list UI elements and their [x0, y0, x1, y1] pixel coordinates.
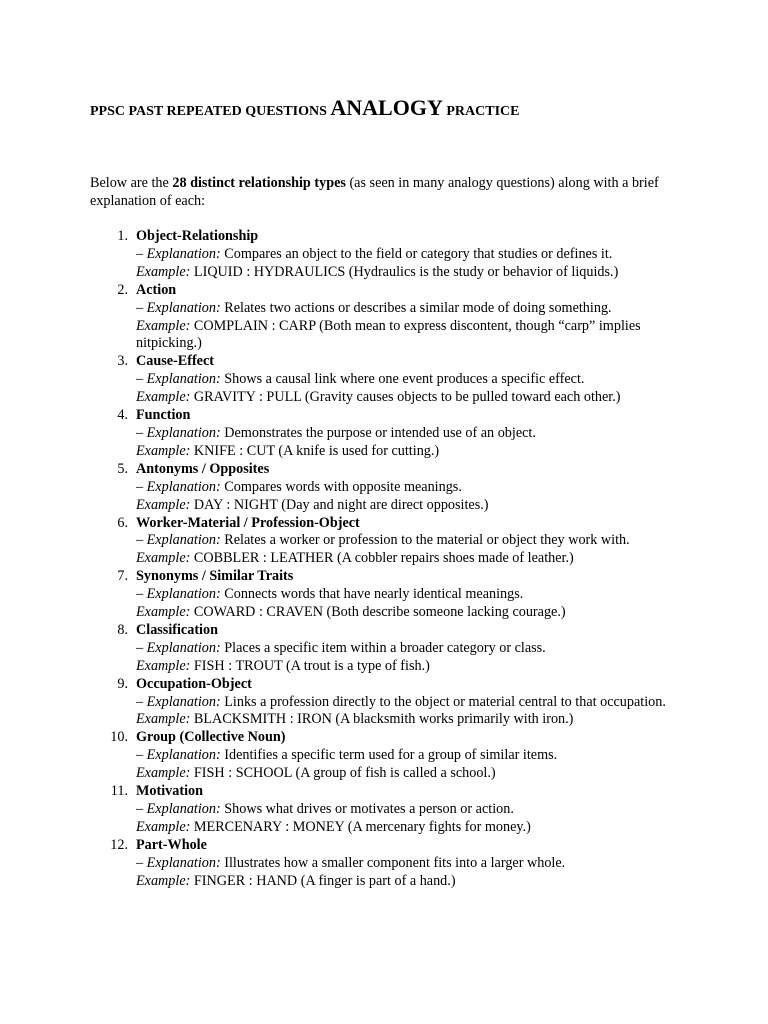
explanation-dash: –: [136, 245, 147, 262]
explanation-label: Explanation:: [146, 245, 221, 262]
example-text: BLACKSMITH : IRON (A blacksmith works primarily with iron.): [193, 711, 574, 728]
explanation-dash: –: [136, 532, 147, 549]
item-number: 5.: [117, 460, 128, 477]
example-label: Example:: [136, 657, 191, 674]
item-example: [136, 711, 682, 729]
example-text: COBBLER : LEATHER (A cobbler repairs shoes made of leather.): [193, 550, 574, 567]
item-explanation: [136, 694, 682, 712]
explanation-label: Explanation:: [146, 371, 221, 388]
item-heading: Group (Collective Noun): [136, 729, 286, 746]
item-heading: Motivation: [136, 783, 203, 800]
intro-before: Below are the: [90, 175, 173, 191]
explanation-text: Compares an object to the field or category that studies or defines it.: [224, 245, 613, 262]
example-label: Example:: [136, 765, 191, 782]
explanation-text: Identifies a specific term used for a group of similar items.: [224, 747, 558, 764]
explanation-text: Relates a worker or profession to the material or object they work with.: [224, 532, 630, 549]
example-label: Example:: [136, 872, 191, 889]
item-number: 6.: [117, 514, 128, 531]
list-item: [90, 515, 682, 569]
explanation-text: Shows what drives or motivates a person or action.: [224, 801, 514, 817]
item-heading: Part-Whole: [136, 836, 207, 853]
item-number: 8.: [117, 621, 128, 638]
title-suffix: PRACTICE: [446, 104, 520, 119]
explanation-dash: –: [136, 747, 147, 764]
explanation-text: Demonstrates the purpose or intended use of an object.: [224, 424, 536, 441]
example-label: Example:: [136, 550, 191, 567]
explanation-label: Explanation:: [146, 801, 221, 817]
title-prefix: PPSC PAST REPEATED QUESTIONS: [90, 104, 327, 119]
example-text: GRAVITY : PULL (Gravity causes objects to be pulled toward each other.): [193, 389, 621, 406]
item-explanation: [136, 586, 682, 604]
list-item: [90, 568, 682, 622]
item-example: [136, 497, 682, 515]
item-example: [136, 604, 682, 622]
list-item: [90, 622, 682, 676]
item-heading: Function: [136, 407, 191, 424]
explanation-dash: –: [136, 424, 147, 441]
item-explanation: [136, 532, 682, 550]
list-item: [90, 676, 682, 730]
explanation-label: Explanation:: [146, 532, 221, 549]
example-text: COMPLAIN : CARP (Both mean to express discontent, though “carp” implies nitpicking.): [136, 317, 641, 352]
item-explanation: [136, 371, 682, 389]
item-number: 9.: [117, 675, 128, 692]
intro-bold: 28 distinct relationship types: [172, 175, 346, 191]
intro-after: (as seen in many analogy questions) along with a brief explanation of each:: [90, 175, 659, 209]
explanation-dash: –: [136, 299, 147, 316]
explanation-dash: –: [136, 371, 147, 388]
explanation-label: Explanation:: [146, 639, 221, 656]
example-label: Example:: [136, 711, 191, 728]
example-text: KNIFE : CUT (A knife is used for cutting.): [193, 442, 440, 459]
item-example: [136, 264, 682, 282]
explanation-dash: –: [136, 801, 147, 817]
item-heading: Action: [136, 281, 177, 298]
list-item: [90, 837, 682, 891]
explanation-dash: –: [136, 854, 147, 871]
item-example: [136, 318, 682, 354]
item-number: 12.: [110, 836, 128, 853]
example-label: Example:: [136, 604, 191, 621]
list-item: [90, 407, 682, 461]
explanation-text: Connects words that have nearly identical meanings.: [224, 586, 524, 603]
example-text: COWARD : CRAVEN (Both describe someone lacking courage.): [193, 604, 566, 621]
item-example: [136, 873, 682, 891]
item-explanation: [136, 425, 682, 443]
example-label: Example:: [136, 442, 191, 459]
title-analogy: ANALOGY: [330, 95, 443, 120]
item-example: [136, 550, 682, 568]
relationship-list: [90, 228, 682, 891]
example-text: DAY : NIGHT (Day and night are direct opposites.): [193, 496, 489, 513]
item-number: 11.: [110, 783, 128, 800]
explanation-label: Explanation:: [146, 424, 221, 441]
item-explanation: [136, 300, 682, 318]
item-number: 1.: [117, 228, 128, 244]
list-item: [90, 228, 682, 282]
example-label: Example:: [136, 317, 191, 334]
item-example: [136, 389, 682, 407]
item-explanation: [136, 801, 682, 819]
item-number: 7.: [117, 568, 128, 585]
item-heading: Antonyms / Opposites: [136, 460, 270, 477]
explanation-text: Links a profession directly to the object or material central to that occupation.: [224, 693, 666, 710]
example-text: MERCENARY : MONEY (A mercenary fights for money.): [193, 818, 531, 835]
item-example: [136, 819, 682, 837]
example-text: FISH : TROUT (A trout is a type of fish.): [193, 657, 430, 674]
item-heading: Cause-Effect: [136, 353, 215, 370]
item-example: [136, 443, 682, 461]
intro-paragraph: [90, 174, 680, 210]
item-heading: Object-Relationship: [136, 228, 259, 244]
explanation-text: Illustrates how a smaller component fits into a larger whole.: [224, 854, 566, 871]
explanation-label: Explanation:: [146, 478, 221, 495]
explanation-label: Explanation:: [146, 299, 221, 316]
item-heading: Occupation-Object: [136, 675, 252, 692]
list-item: [90, 461, 682, 515]
explanation-label: Explanation:: [146, 693, 221, 710]
explanation-text: Places a specific item within a broader category or class.: [224, 639, 546, 656]
explanation-text: Relates two actions or describes a similar mode of doing something.: [224, 299, 612, 316]
item-explanation: [136, 640, 682, 658]
item-heading: Synonyms / Similar Traits: [136, 568, 294, 585]
explanation-text: Compares words with opposite meanings.: [224, 478, 462, 495]
explanation-label: Explanation:: [146, 747, 221, 764]
example-text: LIQUID : HYDRAULICS (Hydraulics is the study or behavior of liquids.): [193, 263, 619, 280]
page-title: [90, 94, 519, 126]
item-number: 3.: [117, 353, 128, 370]
item-heading: Worker-Material / Profession-Object: [136, 514, 360, 531]
item-example: [136, 658, 682, 676]
example-text: FINGER : HAND (A finger is part of a hand.): [193, 872, 456, 889]
item-heading: Classification: [136, 621, 218, 638]
explanation-dash: –: [136, 693, 147, 710]
explanation-text: Shows a causal link where one event produces a specific effect.: [224, 371, 585, 388]
explanation-label: Explanation:: [146, 586, 221, 603]
example-text: FISH : SCHOOL (A group of fish is called a school.): [193, 765, 496, 782]
example-label: Example:: [136, 389, 191, 406]
list-item: [90, 282, 682, 354]
explanation-label: Explanation:: [146, 854, 221, 871]
item-explanation: [136, 747, 682, 765]
item-explanation: [136, 479, 682, 497]
item-number: 4.: [117, 407, 128, 424]
example-label: Example:: [136, 818, 191, 835]
item-example: [136, 765, 682, 783]
item-number: 10.: [110, 729, 128, 746]
example-label: Example:: [136, 263, 191, 280]
explanation-dash: –: [136, 478, 147, 495]
item-explanation: [136, 855, 682, 873]
list-item: [90, 729, 682, 783]
list-item: [90, 783, 682, 837]
list-item: [90, 353, 682, 407]
example-label: Example:: [136, 496, 191, 513]
item-explanation: [136, 246, 682, 264]
explanation-dash: –: [136, 586, 147, 603]
explanation-dash: –: [136, 639, 147, 656]
item-number: 2.: [117, 281, 128, 298]
